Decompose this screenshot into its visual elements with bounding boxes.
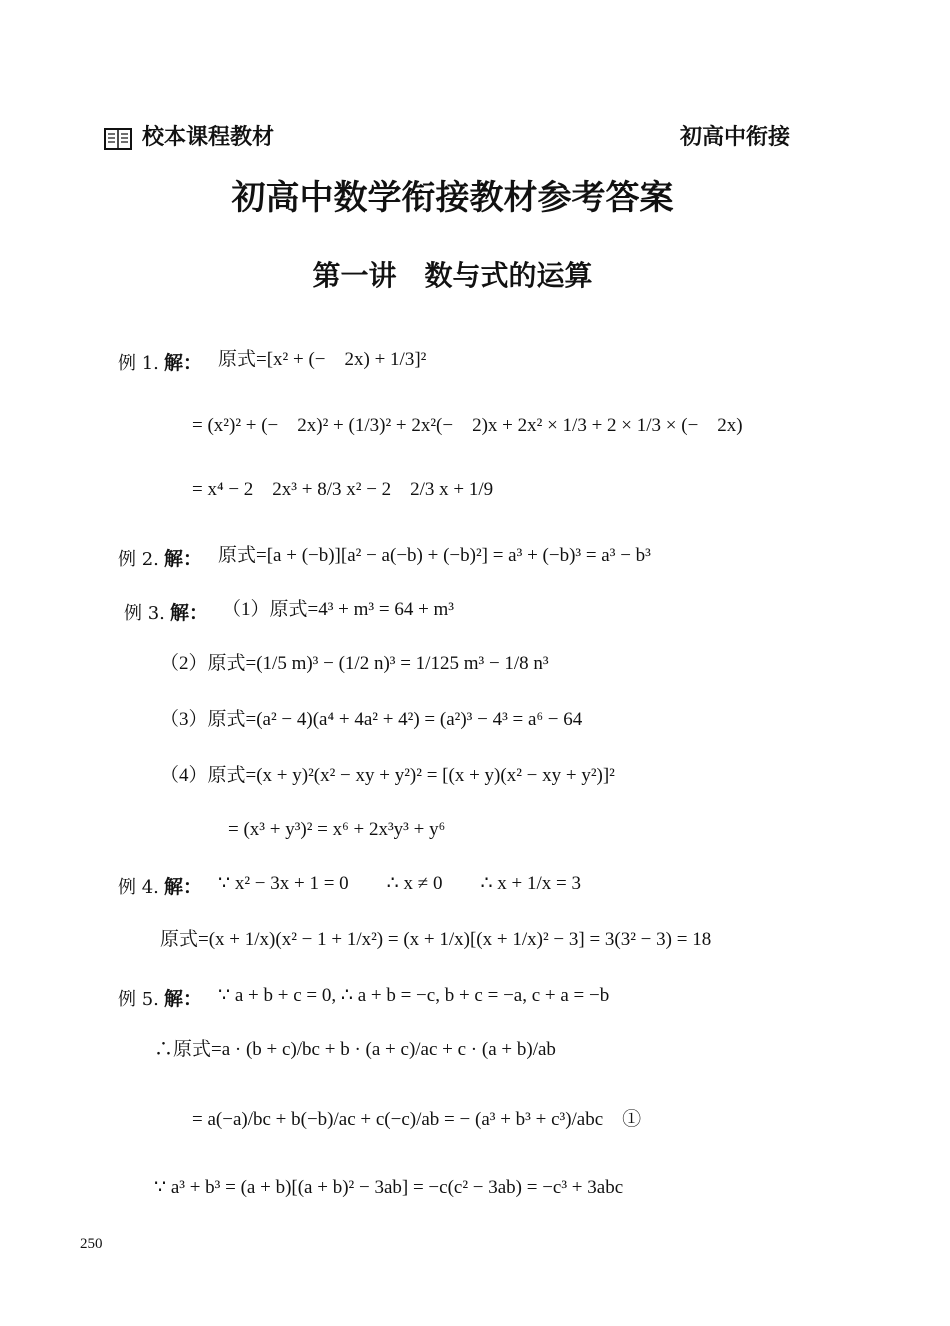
example-5-line-4: ∵ a³ + b³ = (a + b)[(a + b)² − 3ab] = −c(c² − 3ab) = −c³ + 3abc	[154, 1177, 624, 1198]
example-3-line-5: = (x³ + y³)² = x⁶ + 2x³y³ + y⁶	[228, 819, 446, 840]
solve-label: 解：	[164, 988, 203, 1010]
example-3-line-4: （4）原式=(x + y)²(x² − xy + y²)² = [(x + y)(x² − xy + y²)]²	[160, 765, 615, 786]
example-3-line-1: （1）原式=4³ + m³ = 64 + m³	[222, 599, 455, 620]
solve-label: 解：	[164, 352, 203, 374]
example-3-line-2: （2）原式=(1/5 m)³ − (1/2 n)³ = 1/125 m³ − 1/8 n³	[160, 653, 549, 674]
example-1-line-1: 原式=[x² + (− 2x) + 1/3]²	[218, 349, 427, 370]
example-label: 例 4.	[118, 877, 159, 898]
example-4-line-2: 原式=(x + 1/x)(x² − 1 + 1/x²) = (x + 1/x)[(x + 1/x)² − 3] = 3(3² − 3) = 18	[160, 929, 712, 950]
example-3-line-3: （3）原式=(a² − 4)(a⁴ + 4a² + 4²) = (a²)³ − 4³ = a⁶ − 64	[160, 709, 583, 730]
example-label: 例 3.	[124, 603, 165, 624]
header-left-label: 校本课程教材	[142, 125, 275, 150]
solve-label: 解：	[164, 876, 203, 898]
solve-label: 解：	[164, 548, 203, 570]
page-number: 250	[80, 1236, 103, 1252]
example-5-heading	[118, 984, 202, 1011]
example-3-heading	[124, 598, 208, 625]
example-5-line-1: ∵ a + b + c = 0, ∴ a + b = −c, b + c = −a, c + a = −b	[218, 985, 610, 1006]
example-2-line-1: 原式=[a + (−b)][a² − a(−b) + (−b)²] = a³ + (−b)³ = a³ − b³	[218, 545, 651, 566]
book-icon	[104, 128, 132, 150]
example-1-line-2: = (x²)² + (− 2x)² + (1/3)² + 2x²(− 2)x + 2x² × 1/3 + 2 × 1/3 × (− 2x)	[192, 415, 743, 436]
example-label: 例 1.	[118, 353, 159, 374]
example-1-line-3: = x⁴ − 2 2x³ + 8/3 x² − 2 2/3 x + 1/9	[192, 479, 494, 500]
example-1-heading	[118, 348, 202, 375]
example-4-heading	[118, 872, 202, 899]
example-2-heading	[118, 544, 202, 571]
example-label: 例 2.	[118, 549, 159, 570]
page-subtitle: 第一讲 数与式的运算	[312, 259, 593, 292]
page-title: 初高中数学衔接教材参考答案	[231, 178, 674, 218]
solve-label: 解：	[170, 602, 209, 624]
example-4-line-1: ∵ x² − 3x + 1 = 0 ∴ x ≠ 0 ∴ x + 1/x = 3	[218, 873, 581, 894]
example-5-line-3: = a(−a)/bc + b(−b)/ac + c(−c)/ab = − (a³ + b³ + c³)/abc ①	[192, 1109, 642, 1130]
header-right-label: 初高中衔接	[680, 125, 791, 150]
example-5-line-2: ∴原式=a · (b + c)/bc + b · (a + c)/ac + c · (a + b)/ab	[154, 1039, 556, 1060]
example-label: 例 5.	[118, 989, 159, 1010]
